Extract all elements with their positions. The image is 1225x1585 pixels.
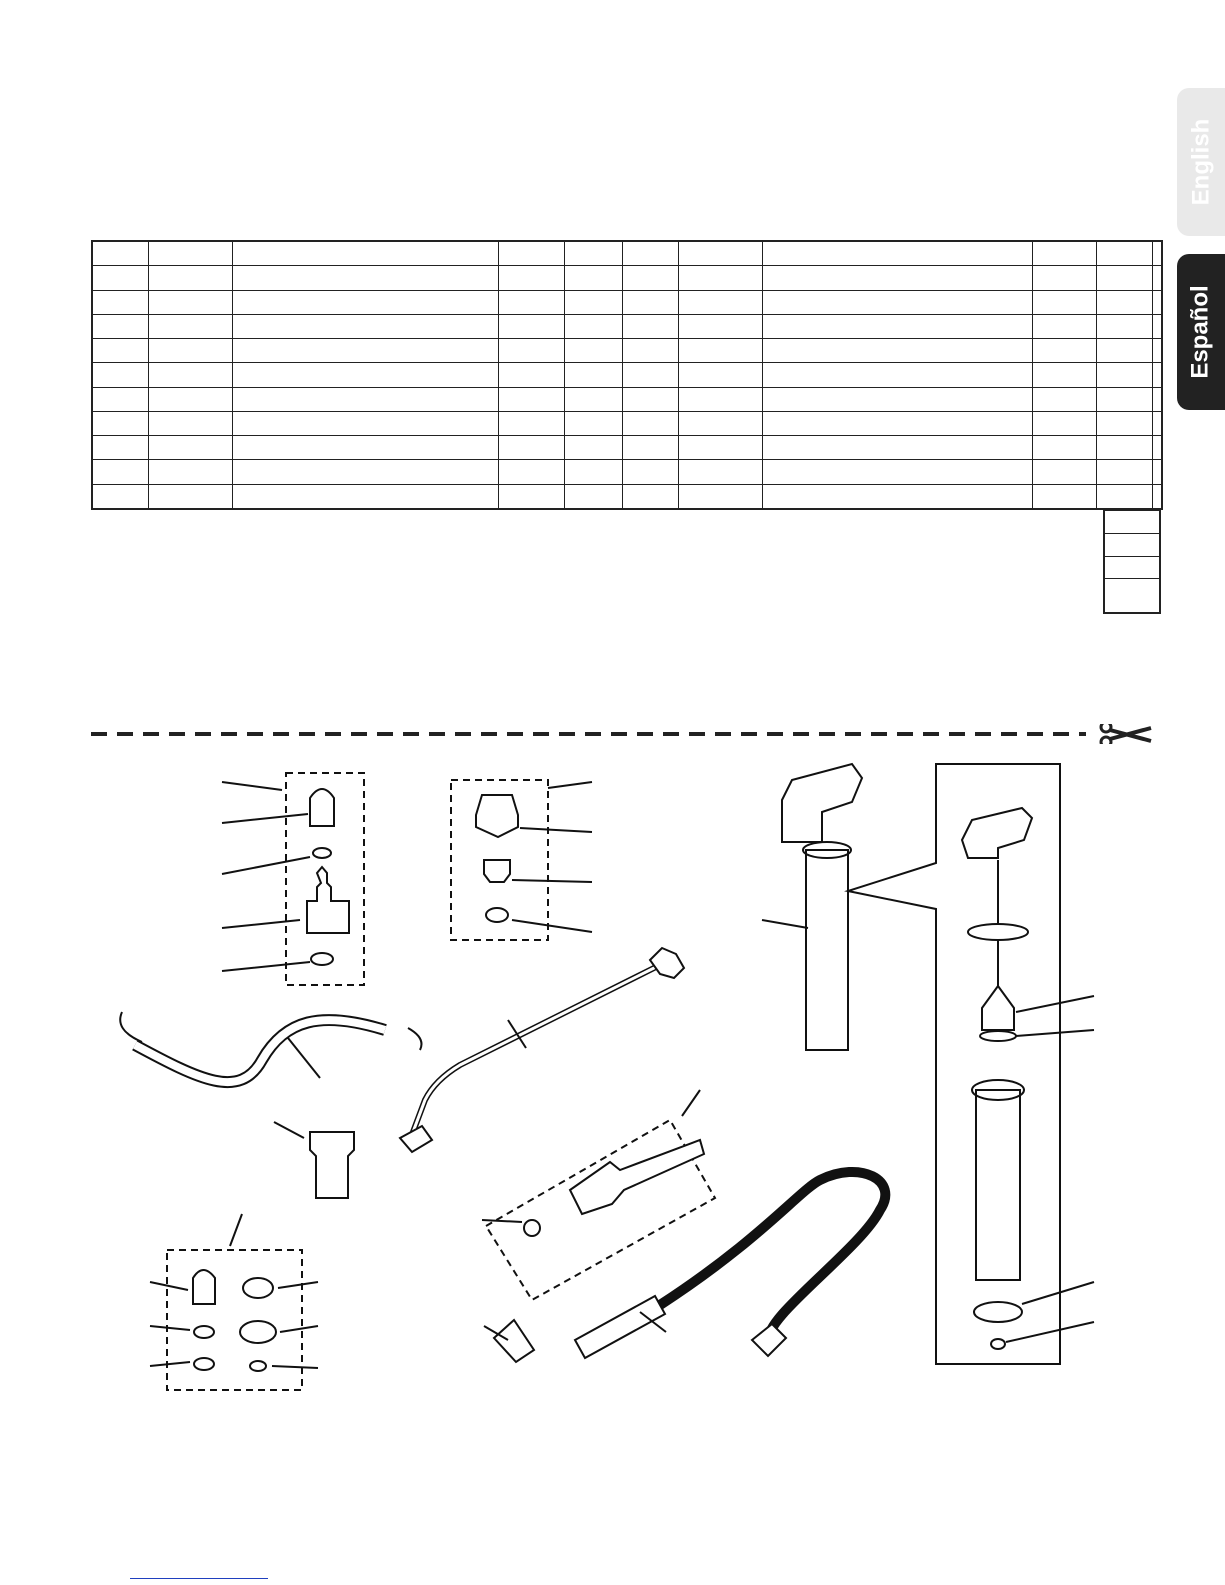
- table-row: [92, 266, 1162, 290]
- parts-diagram: [0, 760, 1225, 1410]
- table-cell: [232, 290, 498, 314]
- table-cell: [148, 436, 232, 460]
- table-cell: [678, 290, 762, 314]
- table-cell: [1032, 314, 1096, 338]
- table-cell: [1032, 339, 1096, 363]
- table-cell: [1096, 339, 1152, 363]
- table-cell: [762, 241, 1032, 266]
- table-cell: [1096, 363, 1152, 387]
- table-cell: [1096, 266, 1152, 290]
- table-row: [92, 241, 1162, 266]
- table-cell: [564, 484, 622, 509]
- table-cell: [232, 363, 498, 387]
- table-cell: [1152, 460, 1162, 484]
- table-cell: [564, 411, 622, 435]
- table-cell: [678, 314, 762, 338]
- table-cell: [1032, 266, 1096, 290]
- table-cell: [678, 241, 762, 266]
- table-row: [92, 411, 1162, 435]
- table-cell: [232, 314, 498, 338]
- table-cell: [148, 460, 232, 484]
- table-cell: [762, 387, 1032, 411]
- table-cell: [1152, 339, 1162, 363]
- table-cell: [232, 266, 498, 290]
- table-cell: [762, 314, 1032, 338]
- table-cell: [1032, 484, 1096, 509]
- table-cell: [622, 436, 678, 460]
- table-cell: [1104, 556, 1160, 579]
- table-cell: [622, 339, 678, 363]
- table-cell: [1152, 436, 1162, 460]
- table-cell: [92, 484, 148, 509]
- table-cell: [92, 363, 148, 387]
- tab-espanol[interactable]: [1177, 254, 1225, 410]
- oring-kit-group: [150, 1214, 318, 1390]
- table-row: [92, 460, 1162, 484]
- table-cell: [232, 411, 498, 435]
- table-cell: [92, 266, 148, 290]
- footer-link-underline[interactable]: [130, 1578, 268, 1579]
- table-cell: [622, 387, 678, 411]
- table-cell: [678, 339, 762, 363]
- table-cell: [762, 339, 1032, 363]
- table-cell: [232, 460, 498, 484]
- parts-list-side-table: [1103, 510, 1161, 614]
- table-cell: [1096, 460, 1152, 484]
- table-cell: [762, 266, 1032, 290]
- table-cell: [1152, 411, 1162, 435]
- table-cell: [678, 411, 762, 435]
- table-row: [92, 387, 1162, 411]
- table-cell: [678, 484, 762, 509]
- nozzle-assembly-group: [222, 773, 364, 985]
- table-cell: [564, 436, 622, 460]
- table-cell: [564, 314, 622, 338]
- table-cell: [498, 363, 564, 387]
- table-cell: [498, 436, 564, 460]
- table-cell: [232, 436, 498, 460]
- table-cell: [1096, 484, 1152, 509]
- hose-part: [120, 1012, 421, 1082]
- table-cell: [92, 387, 148, 411]
- table-cell: [1104, 579, 1160, 613]
- table-cell: [498, 460, 564, 484]
- table-cell: [564, 460, 622, 484]
- table-cell: [564, 387, 622, 411]
- table-cell: [1104, 533, 1160, 556]
- table-cell: [564, 241, 622, 266]
- table-cell: [92, 314, 148, 338]
- table-cell: [1032, 290, 1096, 314]
- table-cell: [762, 411, 1032, 435]
- table-cell: [622, 241, 678, 266]
- table-cell: [232, 387, 498, 411]
- table-cell: [762, 290, 1032, 314]
- table-cell: [232, 339, 498, 363]
- table-cell: [92, 290, 148, 314]
- table-cell: [622, 266, 678, 290]
- table-cell: [498, 339, 564, 363]
- table-cell: [678, 266, 762, 290]
- table-cell: [1152, 266, 1162, 290]
- table-cell: [1152, 290, 1162, 314]
- table-cell: [92, 339, 148, 363]
- table-cell: [1032, 363, 1096, 387]
- table-cell: [1152, 484, 1162, 509]
- table-cell: [1152, 241, 1162, 266]
- table-cell: [148, 314, 232, 338]
- table-cell: [762, 484, 1032, 509]
- table-cell: [1096, 290, 1152, 314]
- table-cell: [1152, 363, 1162, 387]
- table-cell: [762, 363, 1032, 387]
- table-cell: [622, 314, 678, 338]
- table-cell: [148, 363, 232, 387]
- table-cell: [92, 241, 148, 266]
- table-cell: [564, 363, 622, 387]
- parts-list-table: [91, 240, 1163, 510]
- table-cell: [622, 290, 678, 314]
- table-cell: [762, 460, 1032, 484]
- table-cell: [678, 460, 762, 484]
- handle-hose-part: [484, 1172, 885, 1362]
- table-cell: [92, 460, 148, 484]
- table-cell: [148, 241, 232, 266]
- side-table-row: [1104, 556, 1160, 579]
- table-cell: [622, 484, 678, 509]
- tab-espanol-label: Español: [1187, 285, 1215, 379]
- side-table-row: [1104, 533, 1160, 556]
- table-cell: [1032, 460, 1096, 484]
- table-cell: [1032, 241, 1096, 266]
- table-cell: [1032, 436, 1096, 460]
- table-cell: [1096, 314, 1152, 338]
- wand-part: [400, 948, 684, 1152]
- table-cell: [498, 241, 564, 266]
- table-cell: [1032, 387, 1096, 411]
- table-row: [92, 339, 1162, 363]
- table-cell: [762, 436, 1032, 460]
- tab-english-label: English: [1187, 118, 1215, 206]
- table-cell: [1032, 411, 1096, 435]
- table-cell: [498, 266, 564, 290]
- tab-english[interactable]: [1177, 88, 1225, 236]
- table-cell: [622, 411, 678, 435]
- table-cell: [498, 314, 564, 338]
- table-cell: [1096, 436, 1152, 460]
- table-cell: [1152, 387, 1162, 411]
- pump-detail-box: [848, 764, 1094, 1364]
- scissors-icon: [1101, 724, 1151, 744]
- table-cell: [564, 290, 622, 314]
- table-row: [92, 363, 1162, 387]
- table-cell: [148, 339, 232, 363]
- shutoff-valve-group: [482, 1090, 715, 1300]
- table-cell: [148, 484, 232, 509]
- spray-tip-group: [451, 780, 592, 940]
- table-cell: [92, 411, 148, 435]
- table-cell: [148, 266, 232, 290]
- table-cell: [498, 290, 564, 314]
- table-cell: [678, 387, 762, 411]
- pump-assembly-part: [762, 764, 862, 1050]
- table-cell: [564, 266, 622, 290]
- table-cell: [1152, 314, 1162, 338]
- table-cell: [678, 363, 762, 387]
- adapter-part: [274, 1122, 354, 1198]
- table-cell: [92, 436, 148, 460]
- table-cell: [498, 484, 564, 509]
- table-cell: [622, 460, 678, 484]
- table-cell: [148, 411, 232, 435]
- table-cell: [148, 387, 232, 411]
- table-cell: [232, 241, 498, 266]
- table-cell: [1096, 387, 1152, 411]
- table-row: [92, 484, 1162, 509]
- table-cell: [622, 363, 678, 387]
- table-cell: [1104, 511, 1160, 534]
- table-cell: [498, 387, 564, 411]
- table-cell: [1096, 241, 1152, 266]
- table-row: [92, 290, 1162, 314]
- table-cell: [148, 290, 232, 314]
- side-table-row: [1104, 579, 1160, 613]
- table-cell: [498, 411, 564, 435]
- table-cell: [232, 484, 498, 509]
- table-cell: [678, 436, 762, 460]
- cut-line: [91, 724, 1161, 744]
- table-row: [92, 314, 1162, 338]
- table-cell: [564, 339, 622, 363]
- table-row: [92, 436, 1162, 460]
- table-cell: [1096, 411, 1152, 435]
- side-table-row: [1104, 511, 1160, 534]
